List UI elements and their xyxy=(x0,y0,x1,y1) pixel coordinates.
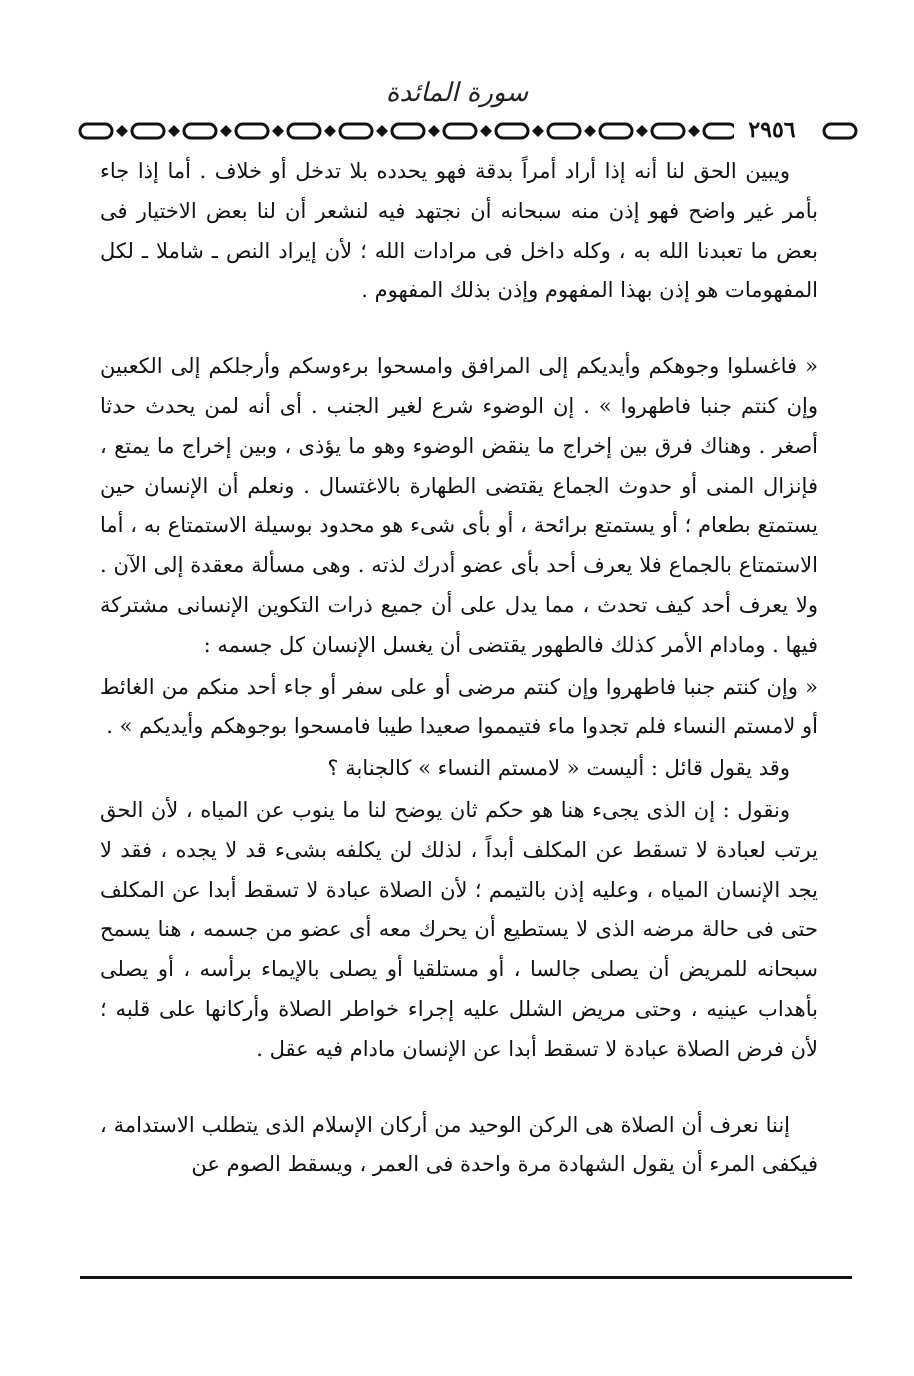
paragraph-5: ونقول : إن الذى يجىء هنا هو حكم ثان يوضح لنا ما ينوب عن المياه ، لأن الحق يرتب لعبادة لا تسقط عن المكلف أبداً ، لذلك لن يكلفه بشىء قد لا يجده ، فقد لا يجد الإنسان المياه ، وعليه إذن بالتيمم ؛ لأن الصلاة عبادة لا تسقط أبدا عن المكلف حتى فى حالة مرضه الذى لا يستطيع أن يحرك معه أى عضو من جسمه ، هنا يسمح سبحانه للمريض أن يصلى جالسا ، أو مستلقيا أو يصلى بالإيماء برأسه ، أو يصلى بأهداب عينيه ، وحتى مريض الشلل عليه إجراء خواطر الصلاة وأركانها على قلبه ؛ لأن فرض الصلاة عبادة لا تسقط أبدا عن الإنسان مادام فيه عقل . xyxy=(100,797,818,1061)
paragraph-4-question: وقد يقول قائل : أليست « لامستم النساء » كالجنابة ؟ xyxy=(327,756,790,781)
paragraph-6: إننا نعرف أن الصلاة هى الركن الوحيد من أركان الإسلام الذى يتطلب الاستدامة ، فيكفى المرء أن يقول الشهادة مرة واحدة فى العمر ، ويسقط الصوم عن xyxy=(100,1112,818,1177)
paragraph-1: ويبين الحق لنا أنه إذا أراد أمراً بدقة فهو يحدده بلا تدخل أو خلاف . أما إذا جاء بأمر غير واضح فهو إذن منه سبحانه أن نجتهد فيه لنشعر أن لنا بعض الاختيار فى بعض ما تعبدنا الله به ، وكله داخل فى مرادات الله ؛ لأن إيراد النص ـ شاملا ـ لكل المفهومات هو إذن بهذا المفهوم وإذن بذلك المفهوم . xyxy=(100,159,818,303)
footer-rule xyxy=(80,1276,852,1279)
paragraph-3-verse: « وإن كنتم جنبا فاطهروا وإن كنتم مرضى أو على سفر أو جاء أحد منكم من الغائط أو لامستم النساء فلم تجدوا ماء فتيمموا صعيدا طيبا فامسحوا بوجوهكم وأيديكم » . xyxy=(100,674,818,739)
surah-title: سورة المائدة xyxy=(385,78,529,108)
body-text xyxy=(100,152,818,1185)
paragraph-spacer xyxy=(100,1070,818,1106)
paragraph-2-verse: « فاغسلوا وجوهكم وأيديكم إلى المرافق وامسحوا برءوسكم وأرجلكم إلى الكعبين وإن كنتم جنبا فاطهروا » . إن الوضوء شرع لغير الجنب . أى أنه لمن يحدث حدثا أصغر . وهناك فرق بين إخراج ما ينقض الوضوء وهو ما يؤذى ، وبين إخراج ما يمتع ، فإنزال المنى أو حدوث الجماع يقتضى الطهارة بالاغتسال . ونعلم أن الإنسان حين يستمتع بطعام ؛ أو يستمتع برائحة ، أو بأى شىء هو محدود بوسيلة الاستمتاع به ، أما الاستمتاع بالجماع فلا يعرف أحد بأى عضو أدرك لذته . وهى مسألة معقدة إلى الآن . ولا يعرف أحد كيف تحدث ، مما يدل على أن جميع ذرات التكوين الإنسانى مشتركة فيها . ومادام الأمر كذلك فالطهور يقتضى أن يغسل الإنسان كل جسمه : xyxy=(100,354,818,657)
page-number: ٢٩٥٦ xyxy=(734,116,810,144)
paragraph-spacer xyxy=(100,311,818,347)
